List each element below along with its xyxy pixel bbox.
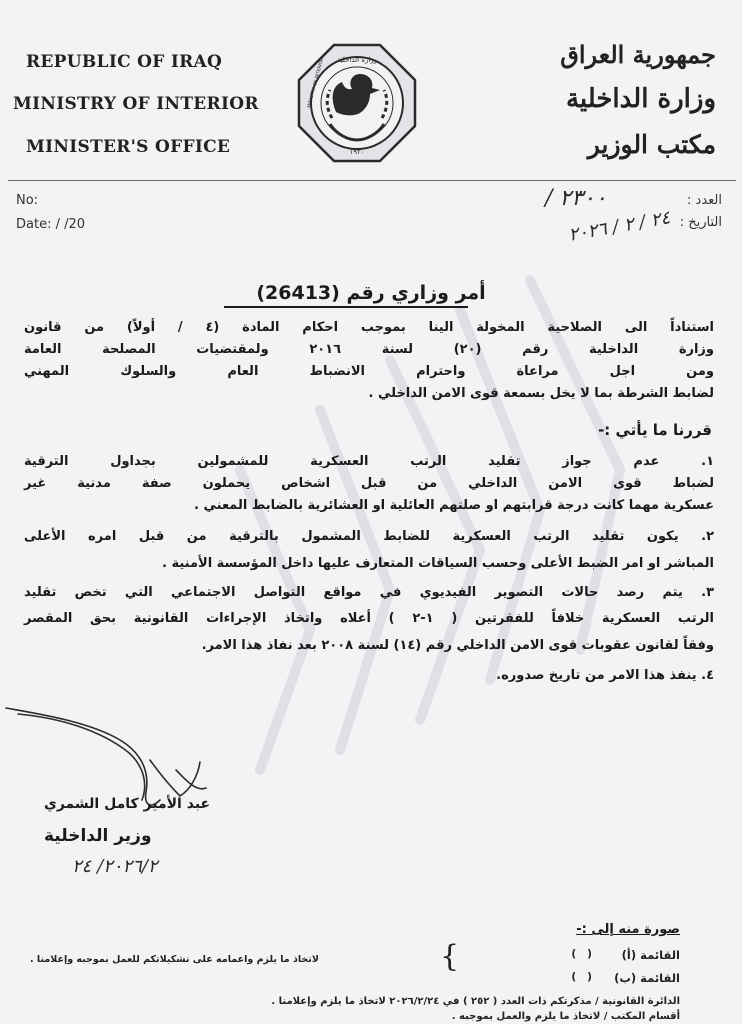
header-en-line1: REPUBLIC OF IRAQ	[26, 52, 223, 72]
title-underline	[224, 306, 468, 308]
ministry-seal-logo	[296, 42, 418, 164]
item-1-line-1: ١. عدم جواز تقليد الرتب العسكرية للمشمولين بجداول الترقية	[24, 454, 714, 469]
copies-list-a-bracket: ( )	[571, 948, 592, 960]
item-1-line-3: عسكرية مهما كانت درجة قرابتهم او صلتهم العائلية او العشائرية بالضابط المعني .	[194, 498, 714, 513]
intro-line-1: استناداً الى الصلاحية المخولة الينا بموجب احكام المادة (٤ / أولاً) من قانون	[24, 320, 715, 335]
header-divider	[8, 180, 736, 181]
copies-list-a: القائمة (أ)	[621, 948, 680, 962]
date-label: Date: / /20	[16, 217, 86, 232]
copies-list-b: القائمة (ب)	[614, 971, 680, 985]
header-en-line2: MINISTRY OF INTERIOR	[13, 94, 259, 114]
number-value: ٢٣٠٠ /	[545, 186, 607, 211]
no-label: No:	[16, 193, 39, 208]
ar-date-label: التاريخ :	[679, 215, 722, 230]
decided-heading: قررنا ما يأتي :-	[598, 421, 712, 439]
header-en-line3: MINISTER'S OFFICE	[26, 137, 231, 157]
minister-title: وزير الداخلية	[44, 826, 152, 846]
intro-line-4: لضابط الشرطة بما لا يخل بسمعة قوى الامن الداخلي .	[368, 386, 714, 401]
copies-list-note: لاتخاذ ما يلزم واعمامه على تشكيلاتكم للعمل بموجبه وإعلامنا .	[30, 954, 319, 965]
copies-line-office: أقسام المكتب / لاتخاذ ما يلزم والعمل بموجبه .	[451, 1011, 680, 1022]
seal-ring-text: MINISTRY OF INTERIOR	[307, 57, 326, 109]
copies-label: صورة منه إلى :-	[576, 922, 680, 937]
intro-line-3: ومن اجل مراعاة واحترام الانضباط العام والسلوك المهني	[24, 364, 714, 379]
copies-brace: {	[440, 939, 460, 974]
item-3-line-2: الرتب العسكرية خلافاً للفقرتين ( ١-٢ ) أعلاه واتخاذ الإجراءات القانونية بحق المقصر	[24, 611, 715, 626]
item-3-line-1: ٣. يتم رصد حالات التصوير الفيديوي في مواقع التواصل الاجتماعي التي تخص تقليد	[24, 585, 714, 600]
order-title: أمر وزاري رقم (26413)	[256, 282, 486, 304]
intro-line-2: وزارة الداخلية رقم (٢٠) لسنة ٢٠١٦ ولمقتضيات المصلحة العامة	[24, 342, 714, 357]
seal-text: وزارة الداخلية	[336, 56, 378, 64]
date-value: ٢٤ / ٢ / ٢٠٢٦	[566, 207, 672, 246]
seal-date: ١٩٢٠	[349, 148, 365, 156]
copies-line-legal: الدائرة القانونية / مذكرتكم ذات العدد ( ٢٥٢ ) في ٢٠٢٦/٢/٢٤ لاتخاذ ما يلزم وإعلامنا .	[271, 996, 680, 1007]
header-ar-line2: وزارة الداخلية	[565, 84, 716, 114]
item-2-line-2: المباشر او امر الضبط الأعلى وحسب السياقات المتعارف عليها داخل المؤسسة الأمنية .	[162, 556, 714, 571]
item-1-line-2: لضباط قوى الامن الداخلي من قبل اشخاص يحملون صفة مدنية غير	[24, 476, 714, 491]
item-4-line-1: ٤. ينفذ هذا الامر من تاريخ صدوره.	[496, 668, 714, 683]
signature-date: ٢٠٢٦/٢/ ٢٤	[72, 856, 158, 877]
copies-list-b-bracket: ( )	[571, 971, 592, 983]
header-ar-line1: جمهورية العراق	[560, 40, 716, 69]
item-3-line-3: وفقاً لقانون عقوبات قوى الامن الداخلي رقم (١٤) لسنة ٢٠٠٨ بعد نفاذ هذا الامر.	[201, 638, 714, 653]
item-2-line-1: ٢. يكون تقليد الرتب العسكرية للضابط المشمول بالترقية من قبل امره الأعلى	[24, 529, 714, 544]
minister-name: عبد الأمير كامل الشمري	[44, 796, 211, 812]
ar-number-label: العدد :	[687, 193, 722, 208]
header-ar-line3: مكتب الوزير	[587, 130, 716, 159]
